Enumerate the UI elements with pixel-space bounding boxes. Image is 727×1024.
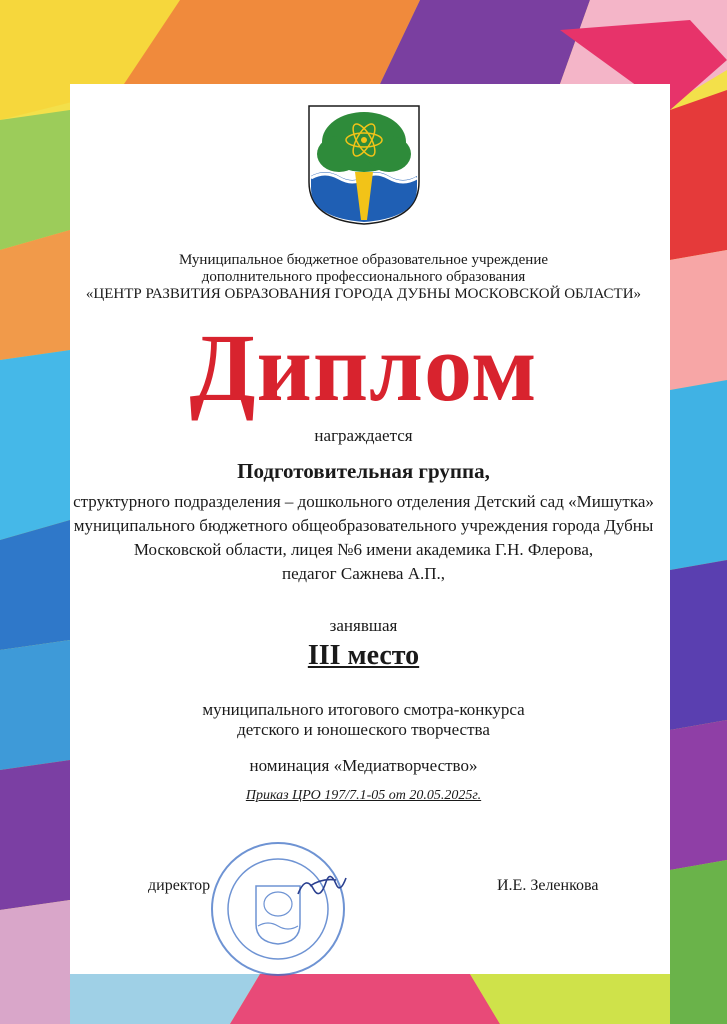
recipient-line-1: структурного подразделения – дошкольного отделения Детский сад «Мишутка» bbox=[73, 492, 654, 511]
city-coat-of-arms bbox=[305, 102, 423, 226]
recipient-name: Подготовительная группа, bbox=[237, 459, 490, 483]
diploma-title: Диплом bbox=[189, 314, 538, 421]
order-reference: Приказ ЦРО 197/7.1-05 от 20.05.2025г. bbox=[245, 788, 482, 803]
official-stamp bbox=[198, 838, 358, 980]
nomination: номинация «Медиатворчество» bbox=[249, 756, 478, 775]
place-award: III место bbox=[307, 640, 420, 671]
taken-label: занявшая bbox=[329, 616, 398, 635]
org-line-3: «ЦЕНТР РАЗВИТИЯ ОБРАЗОВАНИЯ ГОРОДА ДУБНЫ МОСКОВСКОЙ ОБЛАСТИ» bbox=[85, 286, 642, 302]
director-role: директор bbox=[148, 877, 211, 894]
recipient-line-2: муниципального бюджетного общеобразовательного учреждения города Дубны bbox=[73, 516, 654, 535]
recipient-line-4: педагог Сажнева А.П., bbox=[281, 564, 446, 583]
director-name: И.Е. Зеленкова bbox=[497, 877, 599, 894]
org-line-2: дополнительного профессионального образования bbox=[201, 269, 526, 285]
awarded-label: награждается bbox=[314, 426, 413, 445]
contest-line-1: муниципального итогового смотра-конкурса bbox=[202, 700, 525, 719]
director-signature bbox=[292, 864, 354, 904]
contest-line-2: детского и юношеского творчества bbox=[237, 720, 490, 739]
org-line-1: Муниципальное бюджетное образовательное учреждение bbox=[178, 252, 549, 268]
recipient-line-3: Московской области, лицея №6 имени академика Г.Н. Флерова, bbox=[133, 540, 594, 559]
